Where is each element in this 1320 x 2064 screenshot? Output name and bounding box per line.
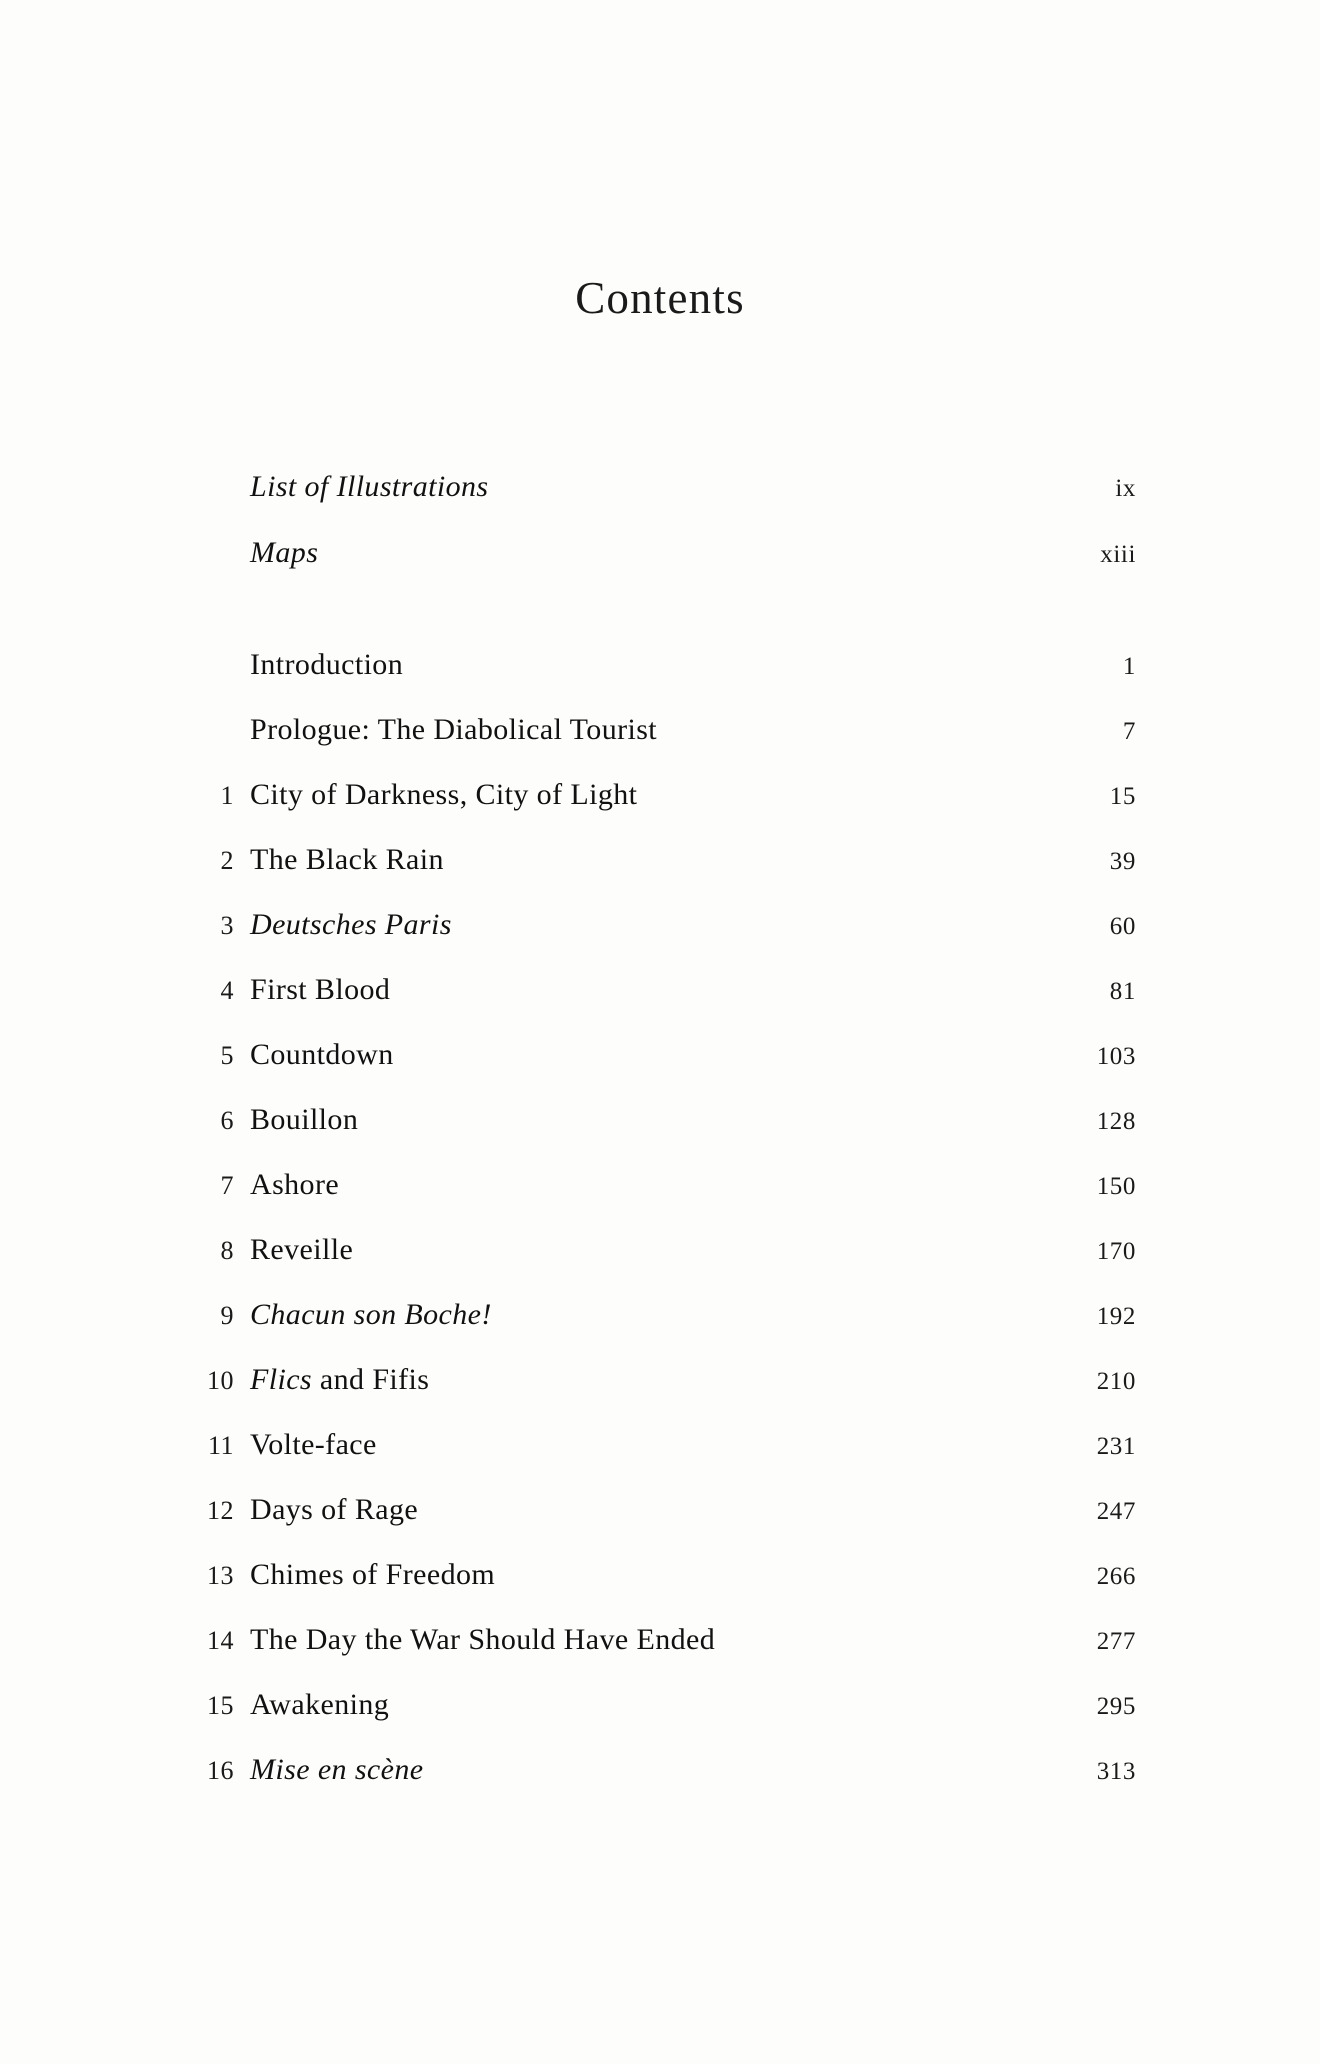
toc-row [186, 1688, 1136, 1753]
toc-row [186, 1168, 1136, 1233]
toc-row [186, 1233, 1136, 1298]
toc-row-number: 4 [220, 976, 234, 1005]
toc-row-label: Chimes of Freedom [250, 1558, 496, 1591]
toc-row-label: Ashore [250, 1168, 340, 1201]
toc-row-page: 266 [1096, 1563, 1136, 1590]
toc-row-number: 6 [220, 1106, 234, 1135]
toc-row [186, 1493, 1136, 1558]
toc-row-label: The Black Rain [250, 843, 444, 876]
toc-row-page: 15 [1109, 783, 1136, 810]
toc-row-page: ix [1115, 475, 1136, 502]
toc-row-number: 16 [207, 1756, 234, 1785]
toc-row-number: 12 [207, 1496, 234, 1525]
toc-row-page: 210 [1096, 1368, 1136, 1395]
toc-row-number: 1 [220, 781, 234, 810]
toc-row [186, 1428, 1136, 1493]
toc-row [186, 1298, 1136, 1363]
page-title: Contents [575, 273, 745, 323]
toc-row-page: 39 [1109, 848, 1136, 875]
toc-row-label: Countdown [250, 1038, 394, 1071]
toc-row-page: 103 [1096, 1043, 1136, 1070]
toc-row-page: 313 [1096, 1758, 1136, 1785]
toc-row-label: City of Darkness, City of Light [250, 778, 638, 811]
toc-row [186, 648, 1136, 713]
toc-row-label: Chacun son Boche! [250, 1298, 492, 1331]
toc-row-number: 2 [220, 846, 234, 875]
toc-row-page: 192 [1096, 1303, 1136, 1330]
toc-row-page: 170 [1096, 1238, 1136, 1265]
toc-row [186, 843, 1136, 908]
toc-row-page: xiii [1100, 541, 1136, 568]
toc-row-label: Bouillon [250, 1103, 359, 1136]
toc-row-page: 277 [1096, 1628, 1136, 1655]
toc-row-label-rest: and Fifis [312, 1363, 430, 1396]
toc-row-number: 14 [207, 1626, 234, 1655]
toc-row-number: 3 [220, 911, 234, 940]
toc-row-page: 295 [1096, 1693, 1136, 1720]
toc-row [186, 536, 1136, 602]
toc-row-page: 60 [1109, 913, 1136, 940]
toc-row-number: 8 [220, 1236, 234, 1265]
toc-row [186, 908, 1136, 973]
toc-row [186, 1363, 1136, 1428]
toc-row [186, 713, 1136, 778]
toc-row-number: 11 [207, 1431, 234, 1460]
toc-row [186, 1623, 1136, 1688]
toc-row-number: 9 [220, 1301, 234, 1330]
toc-row-page: 150 [1096, 1173, 1136, 1200]
toc-row [186, 1038, 1136, 1103]
toc-row-label: Introduction [250, 648, 404, 681]
toc-row-label: Reveille [250, 1233, 354, 1266]
toc-row-label: Prologue: The Diabolical Tourist [250, 713, 658, 746]
toc-row-page: 247 [1096, 1498, 1136, 1525]
toc-row-label: Maps [250, 536, 319, 569]
toc-row [186, 1103, 1136, 1168]
toc-row-label [234, 1363, 1006, 1397]
toc-row-page: 128 [1096, 1108, 1136, 1135]
toc-row [186, 1753, 1136, 1818]
toc-row-label-italic-part: Flics [250, 1363, 312, 1396]
toc-row-page: 231 [1096, 1433, 1136, 1460]
toc-row-label: Volte-face [250, 1428, 377, 1461]
toc-row-label: List of Illustrations [250, 470, 489, 503]
toc-row-label: The Day the War Should Have Ended [250, 1623, 716, 1656]
toc-row-number: 7 [220, 1171, 234, 1200]
toc-row-label: Awakening [250, 1688, 390, 1721]
toc-row-number: 10 [207, 1366, 234, 1395]
toc-row-page: 7 [1122, 718, 1136, 745]
table-of-contents [186, 470, 1136, 1818]
toc-row-number: 13 [207, 1561, 234, 1590]
toc-row-label: Days of Rage [250, 1493, 419, 1526]
section-divider [186, 602, 1136, 648]
toc-row-number: 15 [207, 1691, 234, 1720]
toc-row [186, 470, 1136, 536]
toc-row [186, 1558, 1136, 1623]
toc-row-number: 5 [220, 1041, 234, 1070]
toc-row-label: First Blood [250, 973, 391, 1006]
toc-row-label: Deutsches Paris [250, 908, 452, 941]
toc-row-page: 81 [1109, 978, 1136, 1005]
toc-row-page: 1 [1122, 653, 1136, 680]
toc-row [186, 778, 1136, 843]
toc-row [186, 973, 1136, 1038]
toc-row-label: Mise en scène [250, 1753, 424, 1786]
